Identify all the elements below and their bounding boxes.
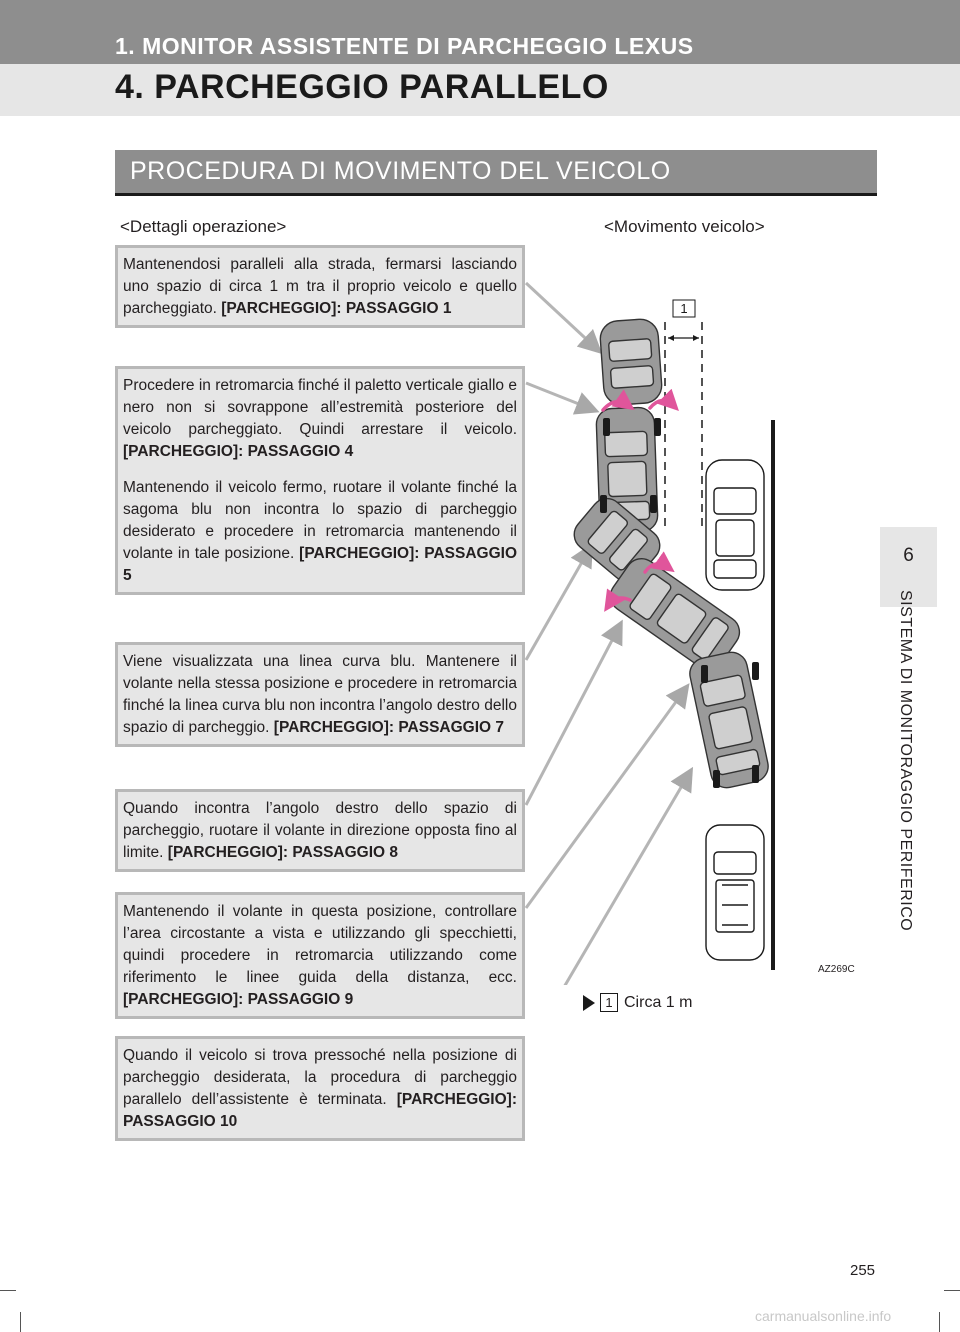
- crop-mark: [0, 1290, 16, 1291]
- column-label-operations: <Dettagli operazione>: [120, 217, 287, 236]
- parked-car-rear: [706, 825, 764, 960]
- connector-arrow: [526, 383, 594, 410]
- step-ref: [PARCHEGGIO]: PASSAGGIO 5: [123, 545, 517, 584]
- connector-arrow: [526, 688, 686, 908]
- connector-arrow: [526, 283, 598, 350]
- connector-arrow: [526, 625, 620, 805]
- step-box-6: [115, 1036, 525, 1141]
- page-number: 255: [850, 1262, 876, 1279]
- crop-mark: [20, 1312, 21, 1332]
- step-ref: [PARCHEGGIO]: PASSAGGIO 4: [123, 443, 354, 460]
- step-text: Mantenendo il veicolo fermo, ruotare il volante finché la sagoma blu non incontra lo spazio di parcheggio desiderato e procedere in retromarcia mantenendo il volante in tale posizione.: [123, 479, 517, 562]
- parked-car-front: [706, 460, 764, 590]
- step-text: Mantenendo il volante in questa posizione, controllare l’area circostante a vista e utilizzando gli specchietti, quindi procedere in retromarcia utilizzando come riferimento le linee guida della distanza, ecc.: [123, 903, 517, 986]
- steering-arrow-icon: [650, 400, 674, 408]
- step-ref: [PARCHEGGIO]: PASSAGGIO 7: [273, 719, 505, 736]
- connector-arrow: [526, 772, 690, 985]
- figure-code: AZ269C: [818, 964, 855, 975]
- step-text: Quando il veicolo si trova pressoché nella posizione di parcheggio desiderata, la procedura di parcheggio parallelo dell’assistente è terminata.: [123, 1047, 517, 1108]
- step-ref: [PARCHEGGIO]: PASSAGGIO 9: [123, 991, 354, 1008]
- car-position-1: [599, 318, 663, 406]
- step-text: Mantenendosi paralleli alla strada, fermarsi lasciando uno spazio di circa 1 m tra il proprio veicolo e quello parcheggiato.: [123, 256, 517, 317]
- distance-note: [583, 993, 692, 1012]
- connector-arrow: [526, 548, 590, 660]
- chapter-number: 6: [903, 545, 914, 566]
- section-title: 1. MONITOR ASSISTENTE DI PARCHEGGIO LEXUS: [115, 33, 694, 59]
- step-text: Procedere in retromarcia finché il paletto verticale giallo e nero non si sovrappone all’estremità posteriore del veicolo parcheggiato. Quindi arrestare il veicolo.: [123, 377, 517, 438]
- triangle-bullet-icon: [583, 995, 595, 1011]
- step-box-1: [115, 245, 525, 328]
- watermark: carmanualsonline.info: [755, 1308, 892, 1324]
- step-box-4: [115, 789, 525, 872]
- step-text: Quando incontra l’angolo destro dello spazio di parcheggio, ruotare il volante in direzione opposta fino al limite.: [123, 800, 517, 861]
- page-title: 4. PARCHEGGIO PARALLELO: [115, 68, 609, 106]
- step-box-5: [115, 892, 525, 1019]
- crop-mark: [939, 1312, 940, 1332]
- step-ref: [PARCHEGGIO]: PASSAGGIO 10: [123, 1091, 517, 1130]
- step-text: Viene visualizzata una linea curva blu. Mantenere il volante nella stessa posizione e procedere in retromarcia finché la linea curva blu non incontra l’angolo destro dello spazio di parcheggio.: [123, 653, 517, 736]
- parking-diagram: [510, 270, 870, 985]
- step-ref: [PARCHEGGIO]: PASSAGGIO 8: [167, 844, 399, 861]
- note-callout-number: 1: [600, 993, 618, 1012]
- step-box-3: [115, 642, 525, 747]
- procedure-title: PROCEDURA DI MOVIMENTO DEL VEICOLO: [130, 157, 671, 185]
- step-ref: [PARCHEGGIO]: PASSAGGIO 1: [221, 300, 452, 317]
- callout-number: 1: [680, 301, 688, 316]
- step-box-2: [115, 366, 525, 595]
- note-text: Circa 1 m: [624, 993, 693, 1011]
- chapter-label: SISTEMA DI MONITORAGGIO PERIFERICO: [897, 590, 914, 932]
- crop-mark: [944, 1290, 960, 1291]
- column-label-vehicle-movement: <Movimento veicolo>: [604, 217, 765, 236]
